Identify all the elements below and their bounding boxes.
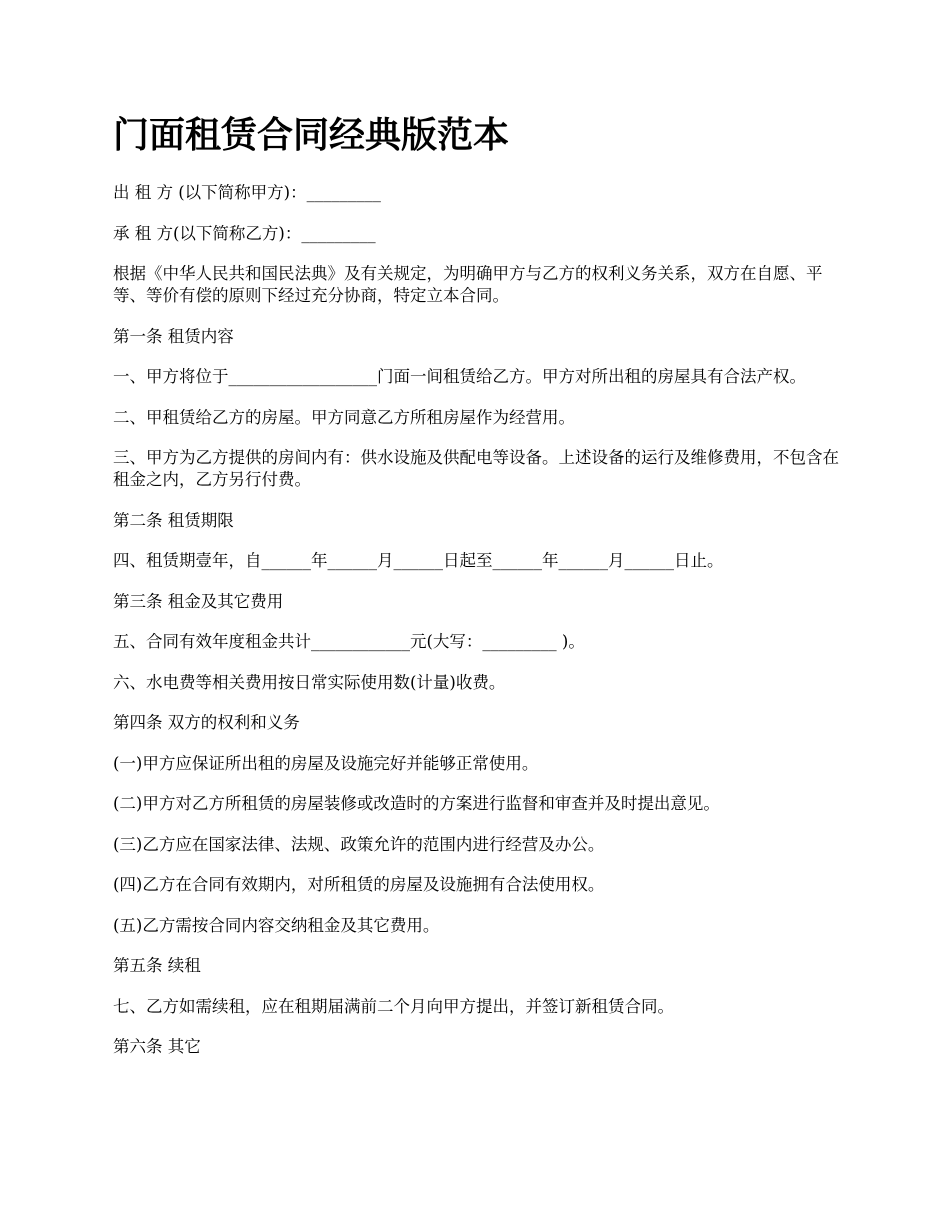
document-title: 门面租赁合同经典版范本 [113,115,510,156]
article-5-heading: 第五条 续租 [113,956,201,975]
lessor-line: 出 租 方 (以下简称甲方)：_________ [113,183,381,202]
obligation-1: (一)甲方应保证所出租的房屋及设施完好并能够正常使用。 [113,753,539,773]
lessee-line: 承 租 方(以下简称乙方)：_________ [113,223,376,243]
obligation-5: (五)乙方需按合同内容交纳租金及其它费用。 [113,915,440,935]
clause-6: 六、水电费等相关费用按日常实际使用数(计量)收费。 [113,672,506,692]
article-4-heading: 第四条 双方的权利和义务 [113,713,300,732]
clause-3: 三、甲方为乙方提供的房间内有：供水设施及供配电等设备。上述设备的运行及维修费用，不包含在租金之内，乙方另行付费。 [113,448,839,489]
clause-4: 四、租赁期壹年，自______年______月______日起至______年______月______日止。 [113,551,724,570]
clause-1: 一、甲方将位于__________________门面一间租赁给乙方。甲方对所出租的房屋具有合法产权。 [113,367,806,386]
article-2-heading: 第二条 租赁期限 [113,510,234,530]
obligation-2: (二)甲方对乙方所租赁的房屋装修或改造时的方案进行监督和审查并及时提出意见。 [113,794,720,813]
clause-5: 五、合同有效年度租金共计____________元(大写：_________ )。 [113,632,585,651]
preamble-paragraph: 根据《中华人民共和国民法典》及有关规定，为明确甲方与乙方的权利义务关系，双方在自愿、平等、等价有偿的原则下经过充分协商，特定立本合同。 [113,264,823,305]
article-3-heading: 第三条 租金及其它费用 [113,591,284,611]
clause-7: 七、乙方如需续租，应在租期届满前二个月向甲方提出，并签订新租赁合同。 [113,996,674,1016]
obligation-3: (三)乙方应在国家法律、法规、政策允许的范围内进行经营及办公。 [113,834,605,854]
article-6-heading: 第六条 其它 [113,1037,201,1056]
document-page [113,112,853,1077]
obligation-4: (四)乙方在合同有效期内，对所租赁的房屋及设施拥有合法使用权。 [113,875,605,894]
clause-2: 二、甲租赁给乙方的房屋。甲方同意乙方所租房屋作为经营用。 [113,407,575,427]
article-1-heading: 第一条 租赁内容 [113,326,234,346]
